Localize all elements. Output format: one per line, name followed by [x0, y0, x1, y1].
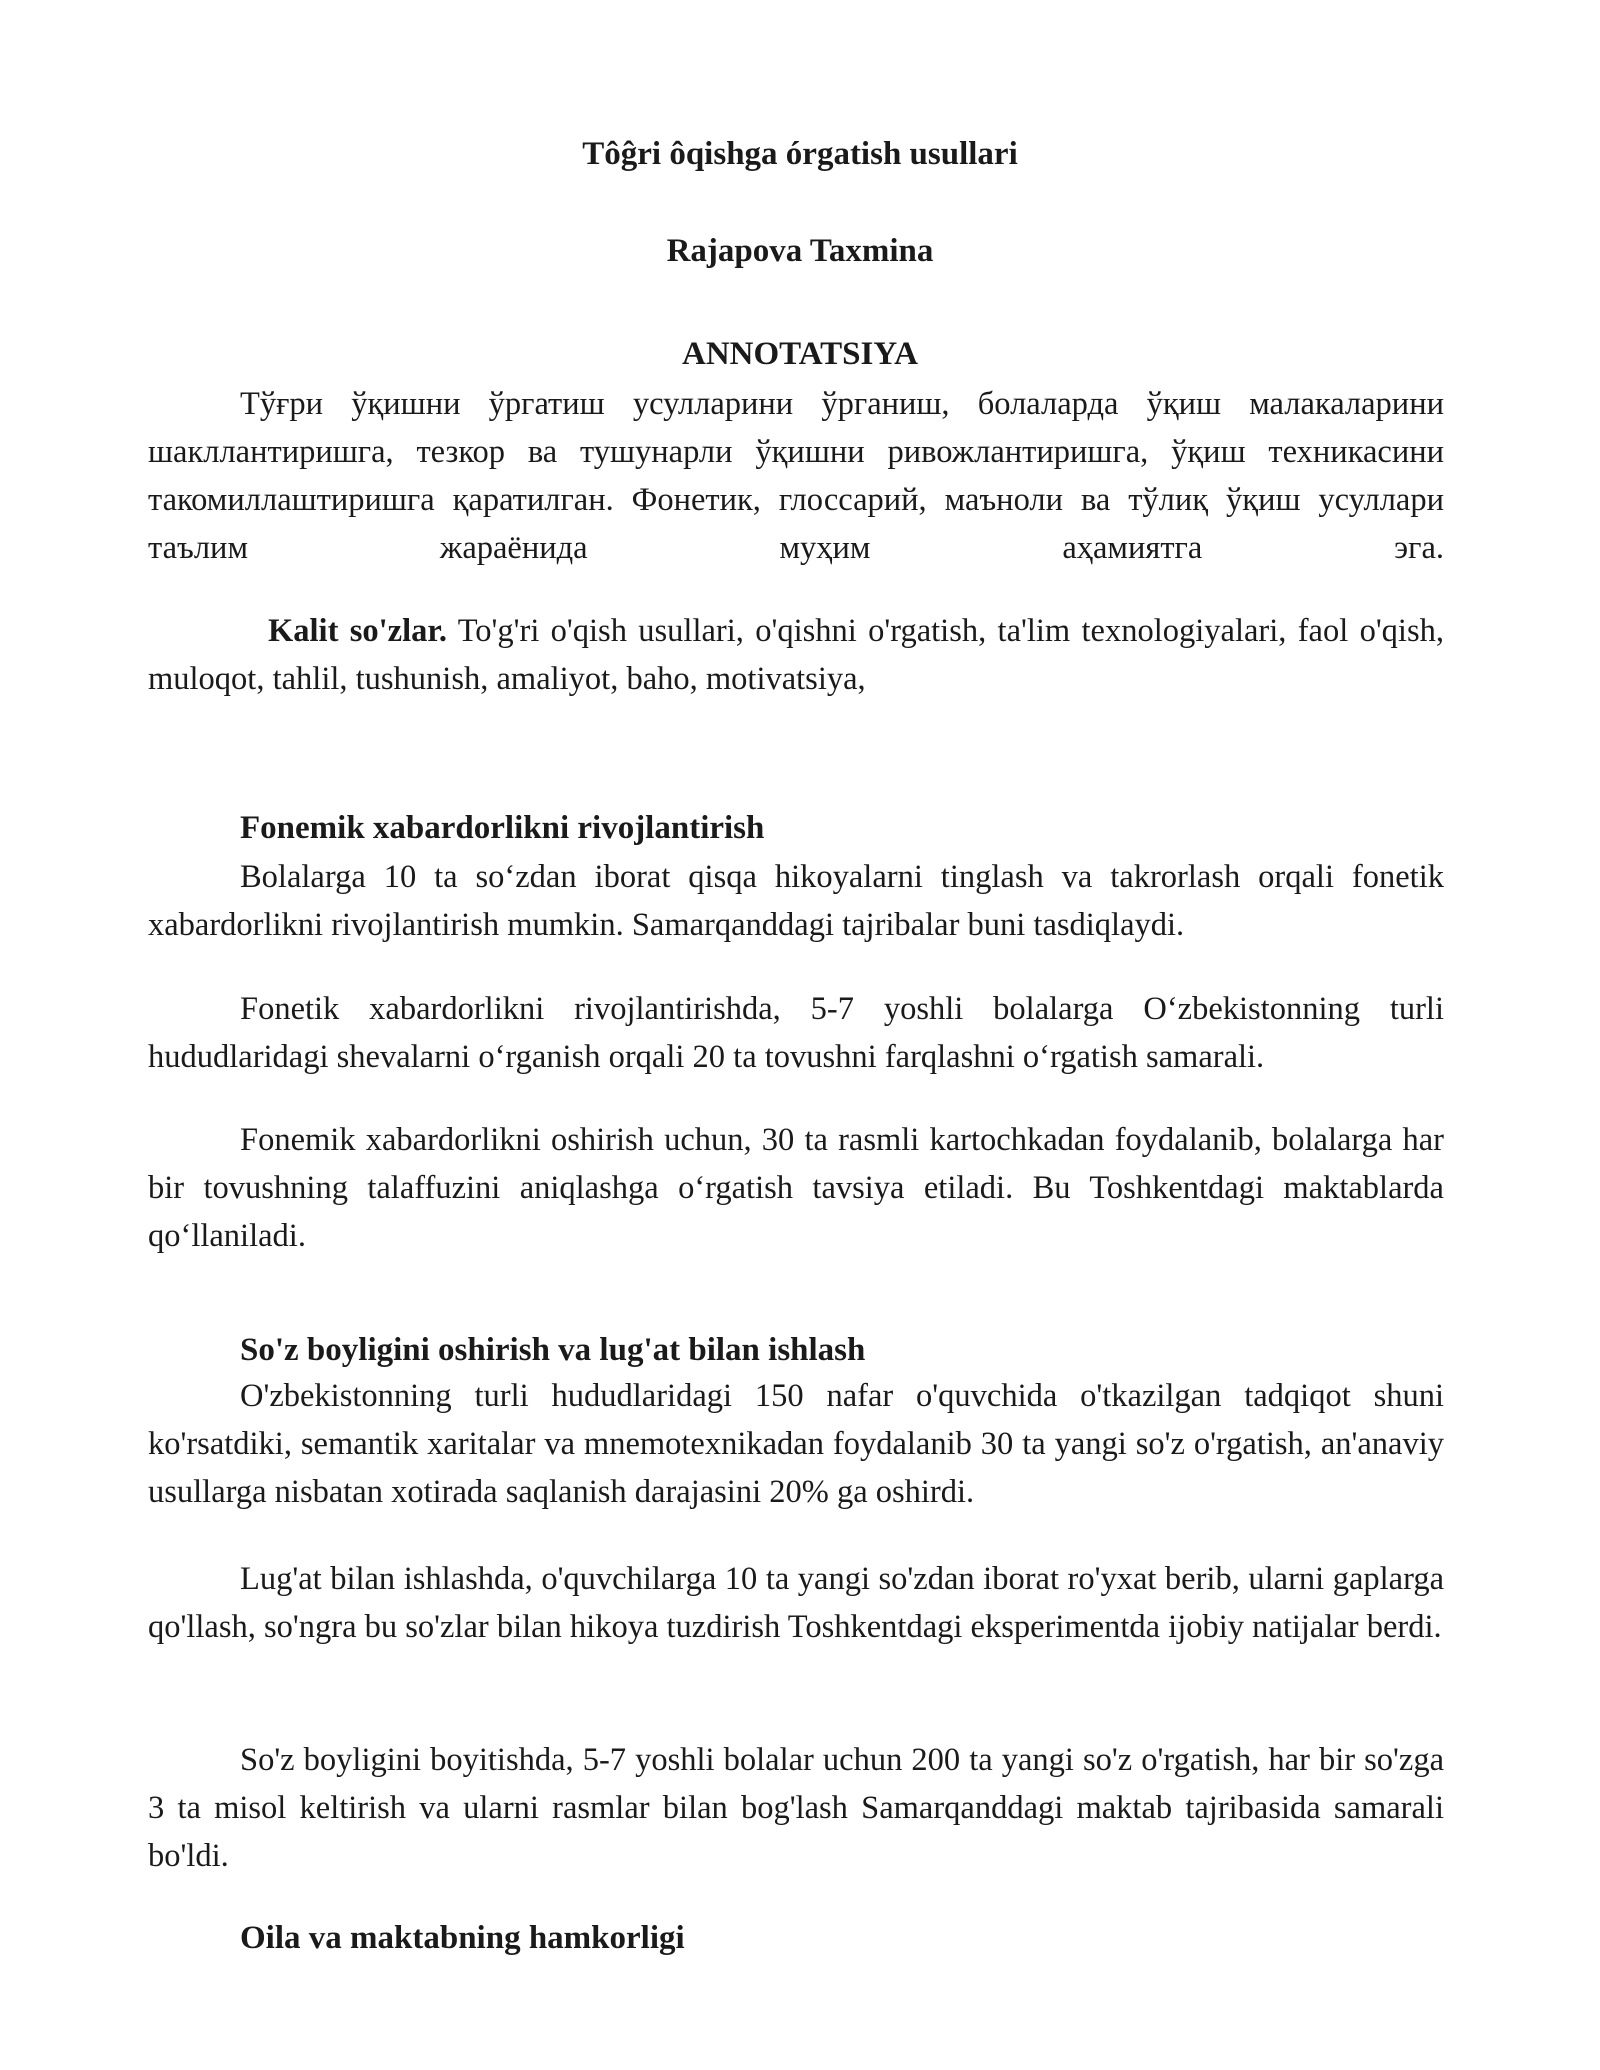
keywords-paragraph — [148, 607, 1444, 703]
section-paragraph: Fonetik xabardorlikni rivojlantirishda, 5-7 yoshli bolalarga O‘zbekistonning turli hududlaridagi shevalarni o‘rganish orqali 20 ta tovushni farqlashni o‘rgatish samarali. — [148, 991, 1444, 1075]
keywords-label: Kalit so'zlar. — [268, 613, 447, 649]
section-paragraph: So'z boyligini boyitishda, 5-7 yoshli bolalar uchun 200 ta yangi so'z o'rgatish, har bir so'zga 3 ta misol keltirish va ularni rasmlar bilan bog'lash Samarqanddagi maktab tajribasida samarali bo'ldi. — [148, 1742, 1444, 1874]
section-paragraph: Bolalarga 10 ta so‘zdan iborat qisqa hikoyalarni tinglash va takrorlash orqali fonetik xabardorlikni rivojlantirish mumkin. Samarqanddagi tajribalar buni tasdiqlaydi. — [148, 859, 1444, 943]
section-paragraph: Fonemik xabardorlikni oshirish uchun, 30 ta rasmli kartochkadan foydalanib, bolalarga har bir tovushning talaffuzini aniqlashga o‘rgatish tavsiya etiladi. Bu Toshkentdagi maktablarda qo‘llaniladi. — [148, 1122, 1444, 1254]
annotation-text: Тўғри ўқишни ўргатиш усулларини ўрганиш, болаларда ўқиш малакаларини шакллантиришга, тезкор ва тушунарли ўқишни ривожлантиришга, ўқиш техникасини такомиллаштиришга қаратилган. Фонетик, глоссарий, маъноли ва тўлиқ ўқиш усуллари таълим жараёнида муҳим аҳамиятга эга. — [148, 386, 1444, 566]
author-name: Rajapova Taxmina — [666, 233, 934, 269]
document-title: Tôĝri ôqishga órgatish usullari — [582, 136, 1018, 172]
section-heading: Oila va maktabning hamkorligi — [240, 1920, 685, 1956]
section-paragraph: Lug'at bilan ishlashda, o'quvchilarga 10 ta yangi so'zdan iborat ro'yxat berib, ularni gaplarga qo'llash, so'ngra bu so'zlar bilan hikoya tuzdirish Toshkentdagi eksperimentda ijobiy natijalar berdi. — [148, 1561, 1444, 1645]
annotation-heading: ANNOTATSIYA — [682, 336, 918, 372]
keywords-text: To'g'ri o'qish usullari, o'qishni o'rgatish, ta'lim texnologiyalari, faol o'qish, muloqot, tahlil, tushunish, amaliyot, baho, motivatsiya, — [148, 613, 1444, 697]
section-paragraph: O'zbekistonning turli hududlaridagi 150 nafar o'quvchida o'tkazilgan tadqiqot shuni ko'rsatdiki, semantik xaritalar va mnemotexnikadan foydalanib 30 ta yangi so'z o'rgatish, an'anaviy usullarga nisbatan xotirada saqlanish darajasini 20% ga oshirdi. — [148, 1378, 1444, 1510]
section-heading: Fonemik xabardorlikni rivojlantirish — [240, 810, 765, 846]
section-heading: So'z boyligini oshirish va lug'at bilan ishlash — [240, 1332, 866, 1368]
